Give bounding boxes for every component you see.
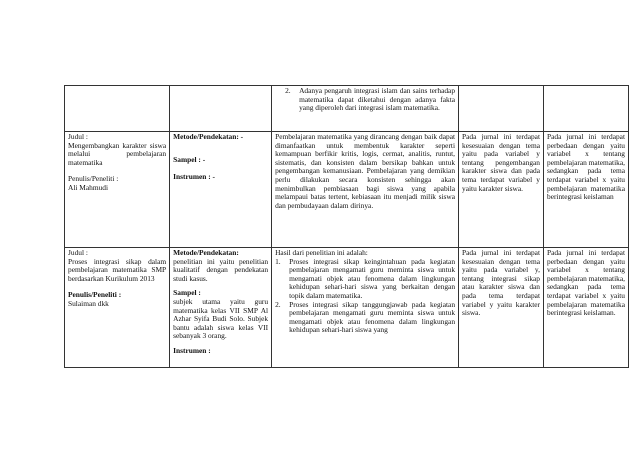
cell-perbedaan xyxy=(544,248,629,368)
penulis-label: Penulis/Peneliti : xyxy=(68,174,119,184)
penulis-text: Sulaiman dkk xyxy=(68,298,109,308)
judul-label: Judul : xyxy=(68,248,88,257)
cell-judul xyxy=(65,248,170,368)
metode-label: Metode/Pendekatan: - xyxy=(173,132,244,141)
persamaan-text: Pada jurnal ini terdapat kesesuaian dengan tema yaitu pada variabel y, tentang integrasi sikap atau karakter siswa dan pada tema terdapat variabel y yaitu karakter siswa. xyxy=(462,248,540,318)
hasil-intro: Hasil dari penelitian ini adalah: xyxy=(275,248,368,257)
cell-empty xyxy=(65,86,170,132)
cell-persamaan xyxy=(459,132,544,248)
list-number: 1. xyxy=(275,256,281,266)
judul-text: Mengembangkan karakter siswa melalui pembelajaran matematika xyxy=(68,140,167,167)
cell-hasil xyxy=(272,248,459,368)
list-text: Proses integrasi sikap keingintahuan pada kegiatan pembelajaran mengamati guru meminta siswa untuk mengamati objek atau fenomena dalam lingkungan kehidupan sehari-hari siswa yang berkaitan dengan topik dalam matematika. xyxy=(289,256,456,300)
table-row xyxy=(65,132,629,248)
cell-perbedaan xyxy=(544,132,629,248)
instrumen-label: Instrumen : - xyxy=(173,172,216,182)
cell-empty xyxy=(170,86,272,132)
hasil-text: Pembelajaran matematika yang dirancang dengan baik dapat dimanfaatkan untuk membentuk karakter seperti kemampuan berfikir kritis, logis, cermat, analitis, runtut, sistematis, dan konsisten dalam bersikap bahkan untuk pengembangan kemanusiaan. Pembelajaran yang demikian perlu dilakukan secara konsisten sehingga akan menimbulkan pembiasaan bagi siswa yang apabila melampaui batas tertent, kebiasaan itu menjadi milik siswa dan pembudayaan dalam dirinya. xyxy=(275,132,456,210)
list-item xyxy=(275,258,455,301)
cell-empty xyxy=(544,86,629,132)
cell-persamaan xyxy=(459,248,544,368)
cell-hasil xyxy=(272,132,459,248)
list-number: 2. xyxy=(285,86,291,95)
cell-judul xyxy=(65,132,170,248)
list-item xyxy=(275,301,455,335)
list-text: Proses integrasi sikap tanggungjawab pada kegiatan pembelajaran mengamati guru meminta siswa untuk mengamati objek atau fenomena dalam lingkungan kehidupan sehari-hari siswa yang xyxy=(289,299,456,335)
metode-text: penelitian ini yaitu penelitian kualitatif dengan pendekatan studi kasus. xyxy=(173,256,269,283)
cell-empty xyxy=(459,86,544,132)
literature-review-table xyxy=(64,85,629,368)
cell-metode xyxy=(170,132,272,248)
perbedaan-text: Pada jurnal ini terdapat perbedaan dengan yaitu variabel x tentang pembelajaran matematika, sedangkan pada tema terdapat variabel x yaitu pembelajaran matematika berintegrasi keislaman xyxy=(547,132,625,202)
instrumen-label: Instrumen : xyxy=(173,345,211,355)
cell-metode xyxy=(170,248,272,368)
perbedaan-text: Pada jurnal ini terdapat perbedaan dengan yaitu variabel x tentang pembelajaran matematika, sedangkan pada tema terdapat variabel x yaitu pembelajaran matematika berintegrasi keislaman. xyxy=(547,248,625,318)
sampel-text: subjek utama yaitu guru matematika kelas VII SMP Al Azhar Syifa Budi Solo. Subjek bantu adalah siswa kelas VII sebanyak 3 orang. xyxy=(173,296,269,341)
penulis-text: Ali Mahmudi xyxy=(68,182,109,192)
table-row xyxy=(65,248,629,368)
list-number: 2. xyxy=(275,299,281,309)
penulis-label: Penulis/Peneliti : xyxy=(68,290,122,300)
judul-text: Proses integrasi sikap dalam pembelajaran matematika SMP berdasarkan Kurikulum 2013 xyxy=(68,256,167,283)
judul-label: Judul : xyxy=(68,132,88,141)
table-row xyxy=(65,86,629,132)
persamaan-text: Pada jurnal ini terdapat kesesuaian dengan tema yaitu pada variabel y tentang pengembangan karakter siswa dan pada tema terdapat variabel y yaitu karakter siswa. xyxy=(462,132,540,193)
sampel-label: Sampel : - xyxy=(173,154,206,164)
metode-label: Metode/Pendekatan: xyxy=(173,248,239,257)
list-text: Adanya pengaruh integrasi islam dan sains terhadap matematika dapat diketahui dengan adanya fakta yang diperoleh dari integrasi islam matematika. xyxy=(299,86,456,113)
sampel-label: Sampel : xyxy=(173,288,201,298)
cell-hasil-continuation xyxy=(272,86,459,132)
